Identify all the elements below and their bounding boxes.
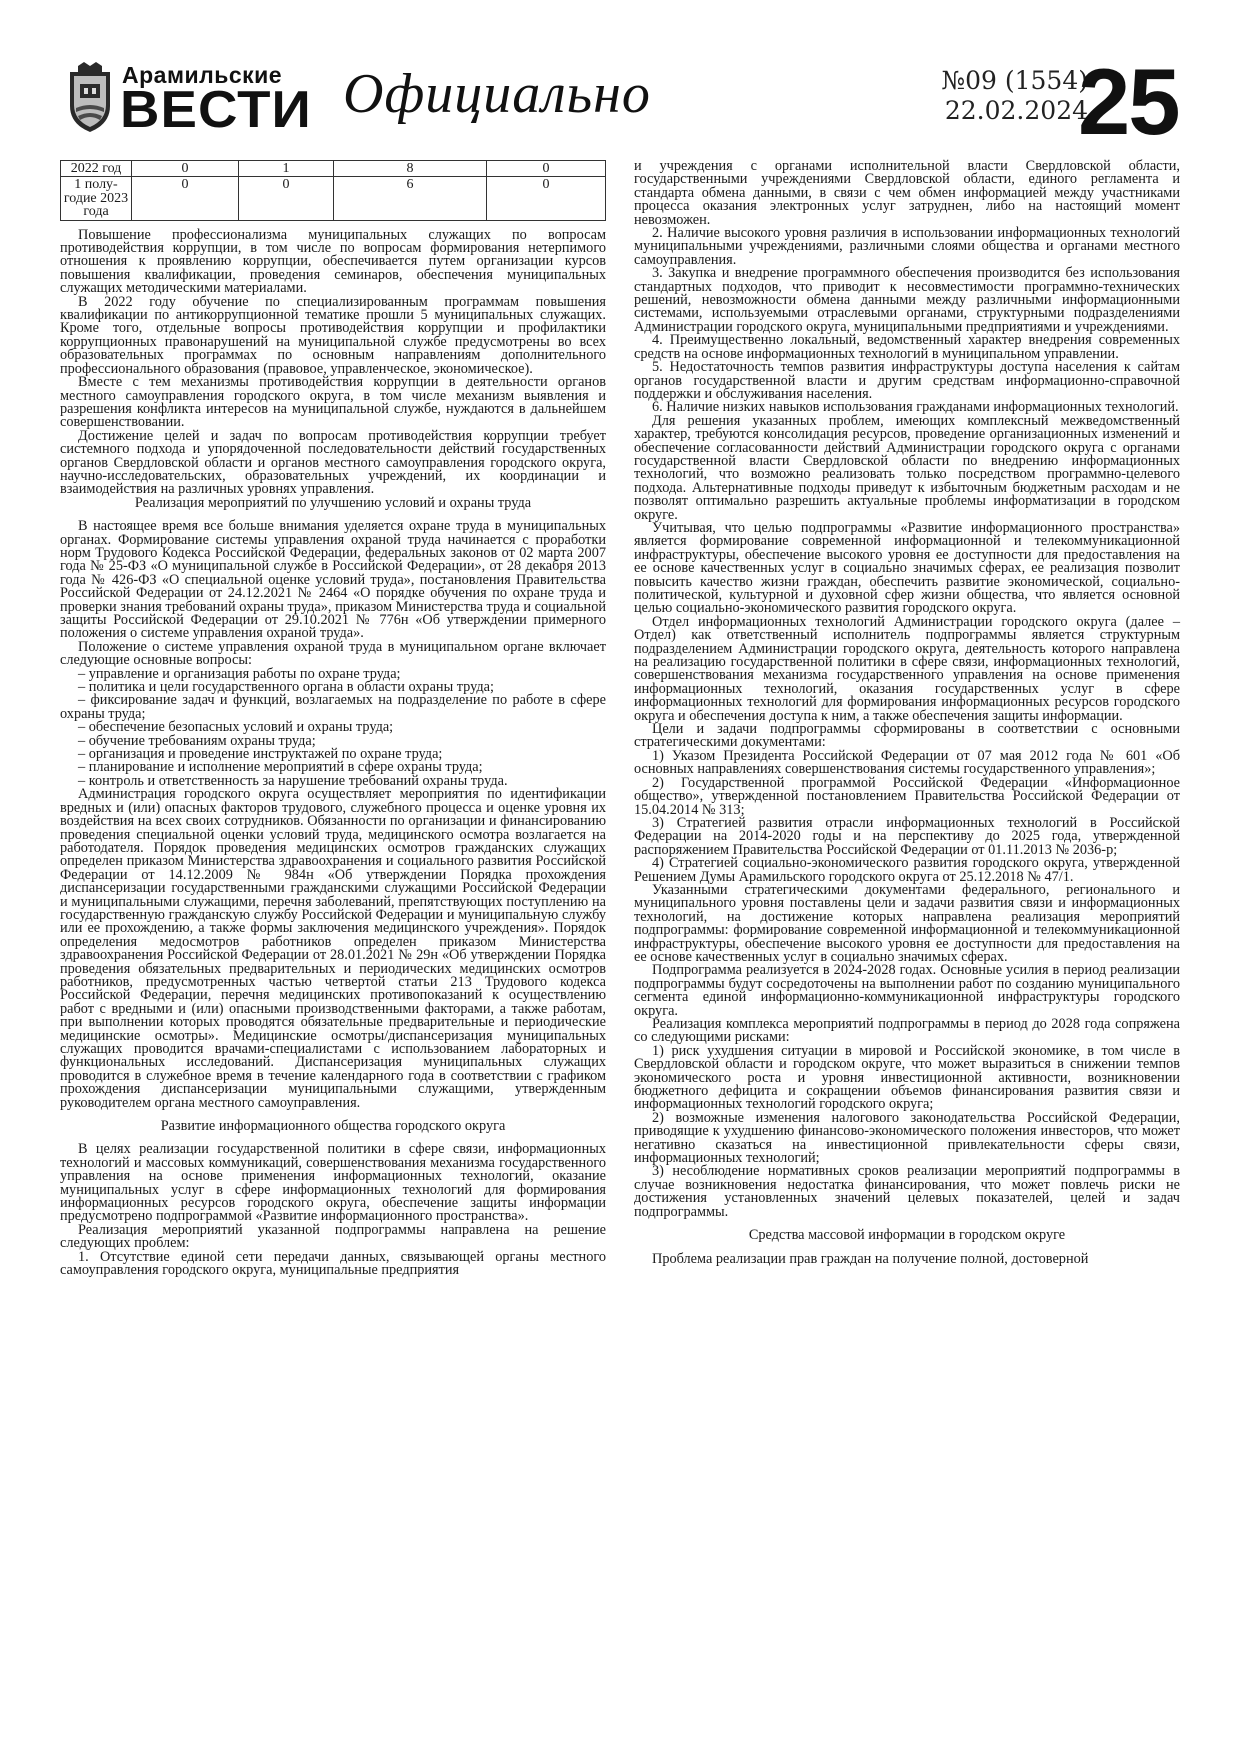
newspaper-logo[interactable] xyxy=(60,58,312,139)
paragraph: Подпрограмма реализуется в 2024-2028 годах. Основные усилия в период реализации подпрограммы будут сосредоточены на выполнении работ по созданию муниципального сегмента единой информационно-коммуникационной инфраструктуры городского округа. xyxy=(634,962,1180,1019)
paragraph: Положение о системе управления охраной труда в муниципальном органе включает следующие основные вопросы: xyxy=(60,638,606,669)
paragraph: Достижение целей и задач по вопросам противодействия коррупции требует системного подхода и упорядоченной последовательности действий государственных органов Свердловской области и органов местного самоуправления городского округа, научно-исследовательских, образовательных учреждений, их координации и взаимодействия на различных уровнях управления. xyxy=(60,427,606,498)
section-heading: Развитие информационного общества городского округа xyxy=(160,1118,506,1135)
paragraph: Учитывая, что целью подпрограммы «Развитие информационного пространства» является формирование современной информационной и телекоммуникационной инфраструктуры, обеспечение высокого уровня ее доступности для предоставления на ее основе качественных услуг в социально значимых сферах, ее реализация позволит повысить качество жизни граждан, обеспечить развитие экономической, социально-политической, культурной и духовной сфер жизни общества, что является основной целью социально-экономического развития городского округа. xyxy=(634,519,1180,617)
paragraph: Администрация городского округа осуществляет мероприятия по идентификации вредных и (или) опасных факторов трудового, служебного процесса и оценке уровня их воздействия на всех своих сотрудников. Обязанности по организации и финансированию проведения специальной оценки условий труда, медицинского осмотра возлагается на работодателя. Порядок проведения медицинских осмотров гражданских служащих определен приказом Министерства здравоохранения и социального развития Российской Федерации от 14.12.2009 № 984н «Об утверждении Порядка прохождения диспансеризации государственными гражданскими служащими Российской Федерации и муниципальными служащими, перечня заболеваний, препятствующих поступлению на государственную гражданскую службу Российской Федерации и муниципальную службу или ее прохождению, а также формы заключения медицинского учреждения». Порядок определения медосмотров работников определен приказом Министерства здравоохранения Российской Федерации от 28.01.2021 № 29н «Об утверждении Порядка проведения обязательных предварительных и периодических медицинских осмотров работников, предусмотренных частью четвертой статьи 213 Трудового кодекса Российской Федерации, перечня медицинских противопоказаний к осуществлению работ с вредными и (или) опасными производственными факторами, а также работам, при выполнении которых проводятся обязательные предварительные и периодические медицинские осмотры». Медицинские осмотры/диспансеризация муниципальных служащих проводится врачами-специалистами с использованием лабораторных и функциональных исследований. Диспансеризация муниципальных служащих проводится в служебное время в течение календарного года в соответствии с графиком прохождения диспансеризации муниципальными служащими, утвержденным руководителем органа местного самоуправления. xyxy=(60,786,606,1111)
paragraph: Повышение профессионализма муниципальных служащих по вопросам противодействия коррупции, в том числе по вопросам формирования нетерпимого отношения к проявлению коррупции, обеспечивается путем организации курсов повышения квалификации, проведения семинаров, обеспечения муниципальных служащих методическими материалами. xyxy=(60,226,606,297)
paragraph: 2) возможные изменения налогового законодательства Российской Федерации, приводящие к ухудшению финансово-экономического положения инвесторов, что может негативно сказаться на инвестиционной привлекательности сферы связи, информационных технологий; xyxy=(634,1109,1180,1167)
left-column xyxy=(60,160,606,1278)
masthead xyxy=(60,49,1180,154)
paragraph: 2) Государственной программой Российской Федерации «Информационное общество», утвержденной постановлением Правительства Российской Федерации от 15.04.2014 № 313; xyxy=(634,774,1180,818)
table-cell: 1 xyxy=(239,161,334,177)
right-column-text xyxy=(634,160,1180,1266)
left-column-text xyxy=(60,226,606,1279)
paragraph: 4) Стратегией социально-экономического развития городского округа, утвержденной Решением Думы Арамильского городского округа от 25.12.2018 № 47/1. xyxy=(634,855,1180,885)
section-title: Официально xyxy=(343,63,651,125)
paragraph: – управление и организация работы по охране труда; xyxy=(78,665,401,682)
paragraph: 1. Отсутствие единой сети передачи данных, связывающей органы местного самоуправления городского округа, муниципальные предприятия xyxy=(60,1248,606,1279)
table-cell: 0 xyxy=(487,161,606,177)
paragraph: Реализация комплекса мероприятий подпрограммы в период до 2028 года сопряжена со следующими рисками: xyxy=(634,1016,1180,1046)
city-emblem-icon xyxy=(64,62,116,134)
right-column xyxy=(634,160,1180,1266)
page-number: 25 xyxy=(1078,49,1179,154)
table-cell: 0 xyxy=(132,161,239,177)
paragraph: 5. Недостаточность темпов развития инфраструктуры доступа населения к сайтам органов государственной власти и другим средствам информационно-справочной поддержки и обслуживания населения. xyxy=(634,359,1180,402)
table-cell: 0 xyxy=(487,177,606,220)
paragraph: Отдел информационных технологий Администрации городского округа (далее – Отдел) как ответственный исполнитель подпрограммы является структурным подразделением Администрации городского округа, деятельность которого направлена на реализацию государственной политики в сфере связи, информационных технологий, совершенствования механизма государственного управления на основе применения информационных технологий, оказания государственных услуг в сфере информационных технологий для формирования информационных ресурсов городского округа и обеспечения доступа к ним, а также обеспечения защиты информации. xyxy=(634,613,1180,724)
issue-number: №09 (1554) xyxy=(941,66,1088,95)
logo-small-text: Арамильские xyxy=(122,62,283,88)
issue-date: 22.02.2024 xyxy=(944,96,1088,125)
paragraph: 6. Наличие низких навыков использования гражданами информационных технологий. xyxy=(652,399,1179,416)
paragraph: Для решения указанных проблем, имеющих комплексный межведомственный характер, требуются консолидация ресурсов, проведение организационных изменений и обеспечение согласованности действий Администрации городского округа с органами государственной власти Свердловской области по внедрению информационных технологий, что возможно реализовать только посредством программно-целевого подхода. Альтернативные подходы приведут к избыточным бюджетным расходам и не позволят оптимально разрешить актуальные проблемы информатизации в городском округе. xyxy=(634,412,1180,523)
table-row xyxy=(61,161,606,177)
paragraph: 3) Стратегией развития отрасли информационных технологий в Российской Федерации на 2014-2020 годы и на перспективу до 2025 года, утвержденной распоряжением Правительства Российской Федерации от 01.11.2013 № 2036-р; xyxy=(634,814,1180,858)
paragraph: – обеспечение безопасных условий и охраны труда; xyxy=(78,719,394,736)
paragraph: – организация и проведение инструктажей по охране труда; xyxy=(78,746,443,763)
table-row xyxy=(61,177,606,220)
paragraph: В настоящее время все больше внимания уделяется охране труда в муниципальных органах. Формирование системы управления охраной труда начинается с проработки норм Трудового Кодекса Российской Федерации, федеральных законов от 02 марта 2007 года № 25-ФЗ «О муниципальной службе в Российской Федерации», от 28 декабря 2013 года № 426-ФЗ «О специальной оценке условий труда», постановления Правительства Российской Федерации от 24.12.2021 № 2464 «О порядке обучения по охране труда и проверки знания требований охраны труда», приказом Министерства труда и социальной защиты Российской Федерации от 29.10.2021 № 776н «Об утверждении примерного положения о системе управления охраной труда». xyxy=(60,518,606,642)
logo-big-text: ВЕСТИ xyxy=(120,81,312,139)
paragraph: – планирование и исполнение мероприятий в сфере охраны труда; xyxy=(78,759,483,776)
paragraph: 1) риск ухудшения ситуации в мировой и Российской экономике, в том числе в Свердловской области и городском округе, что может выразиться в снижении темпов экономического роста и уровня инвестиционной активности, возникновении бюджетного дефицита и сокращении объемов финансирования развития связи и информационных технологий городского округа; xyxy=(634,1042,1180,1113)
paragraph: и учреждения с органами исполнительной власти Свердловской области, государственными учреждениями Свердловской области, единого регламента и стандарта обмена данными, в связи с чем обмен информацией между участниками процесса оказания электронных услуг затруднен, либо на настоящий момент невозможен. xyxy=(634,158,1180,228)
paragraph: Вместе с тем механизмы противодействия коррупции в деятельности органов местного самоуправления городского округа, в том числе механизм выявления и разрешения конфликта интересов на муниципальной службе, нуждаются в дальнейшем совершенствовании. xyxy=(60,374,606,431)
paragraph: 4. Преимущественно локальный, ведомственный характер внедрения современных средств на основе информационных технологий в муниципальном управлении. xyxy=(634,332,1180,362)
paragraph: 1) Указом Президента Российской Федерации от 07 мая 2012 года № 601 «Об основных направлениях совершенствования системы государственного управления»; xyxy=(634,747,1180,778)
paragraph: В 2022 году обучение по специализированным программам повышения квалификации по антикоррупционной тематике прошли 5 муниципальных служащих. Кроме того, отдельные вопросы противодействия коррупции и профилактики коррупционных правонарушений на муниципальной службе предусмотрены во всех образовательных программах по основным направлениям дополнительного профессионального образования (правовое, управленческое, экономическое). xyxy=(60,293,606,377)
table-cell: 0 xyxy=(132,177,239,220)
issue-info xyxy=(888,66,1088,126)
paragraph: – контроль и ответственность за нарушение требований охраны труда. xyxy=(78,772,508,789)
paragraph: – политика и цели государственного органа в области охраны труда; xyxy=(78,679,494,696)
paragraph: 2. Наличие высокого уровня различия в использовании информационных технологий муниципальными учреждениями, различными слоями общества и органами местного самоуправления. xyxy=(634,225,1180,268)
table-cell: 1 полу- годие 2023 года xyxy=(61,177,132,220)
table-cell: 6 xyxy=(334,177,487,220)
paragraph: Реализация мероприятий указанной подпрограммы направлена на решение следующих проблем: xyxy=(60,1221,606,1252)
section-heading: Средства массовой информации в городском округе xyxy=(748,1227,1066,1244)
paragraph: 3) несоблюдение нормативных сроков реализации мероприятий подпрограммы в случае возникновения недостатка финансирования, что может повлечь риски не достижения установленных значений целевых показателей, целей и задач подпрограммы. xyxy=(634,1163,1180,1220)
paragraph: – фиксирование задач и функций, возлагаемых на подразделение по работе в сфере охраны труда; xyxy=(60,692,606,722)
paragraph: – обучение требованиям охраны труда; xyxy=(78,732,316,749)
paragraph: 3. Закупка и внедрение программного обеспечения производится без использования стандартных подходов, что приводит к несовместимости программно-технических решений, невозможности обмена данными между различными информационными системами, используемыми отраслевыми органами, структурными подразделениями Администрации городского округа, муниципальными предприятиями и учреждениями. xyxy=(634,265,1180,335)
paragraph: Цели и задачи подпрограммы сформированы в соответствии с основными стратегическими документами: xyxy=(634,721,1180,751)
table-cell: 2022 год xyxy=(61,161,132,177)
table-cell: 8 xyxy=(334,161,487,177)
statistics-table xyxy=(60,160,606,221)
paragraph: Проблема реализации прав граждан на получение полной, достоверной xyxy=(652,1250,1089,1267)
section-heading: Реализация мероприятий по улучшению условий и охраны труда xyxy=(134,494,532,511)
paragraph: В целях реализации государственной политики в сфере связи, информационных технологий и массовых коммуникаций, совершенствования механизма государственного управления на основе применения информационных технологий, оказание муниципальных услуг в сфере информационных технологий для формирования информационных ресурсов городского округа, обеспечение защиты информации предусмотрено подпрограммой «Развитие информационного пространства». xyxy=(60,1141,606,1225)
paragraph: Указанными стратегическими документами федерального, регионального и муниципального уровня поставлены цели и задачи развития связи и информационных технологий, на достижение которых направлена реализация мероприятий подпрограммы: формирование современной информационной и телекоммуникационной инфраструктуры, обеспечение высокого уровня ее доступности для предоставления на ее основе качественных услуг в социально значимых сферах. xyxy=(634,881,1180,965)
table-cell: 0 xyxy=(239,177,334,220)
